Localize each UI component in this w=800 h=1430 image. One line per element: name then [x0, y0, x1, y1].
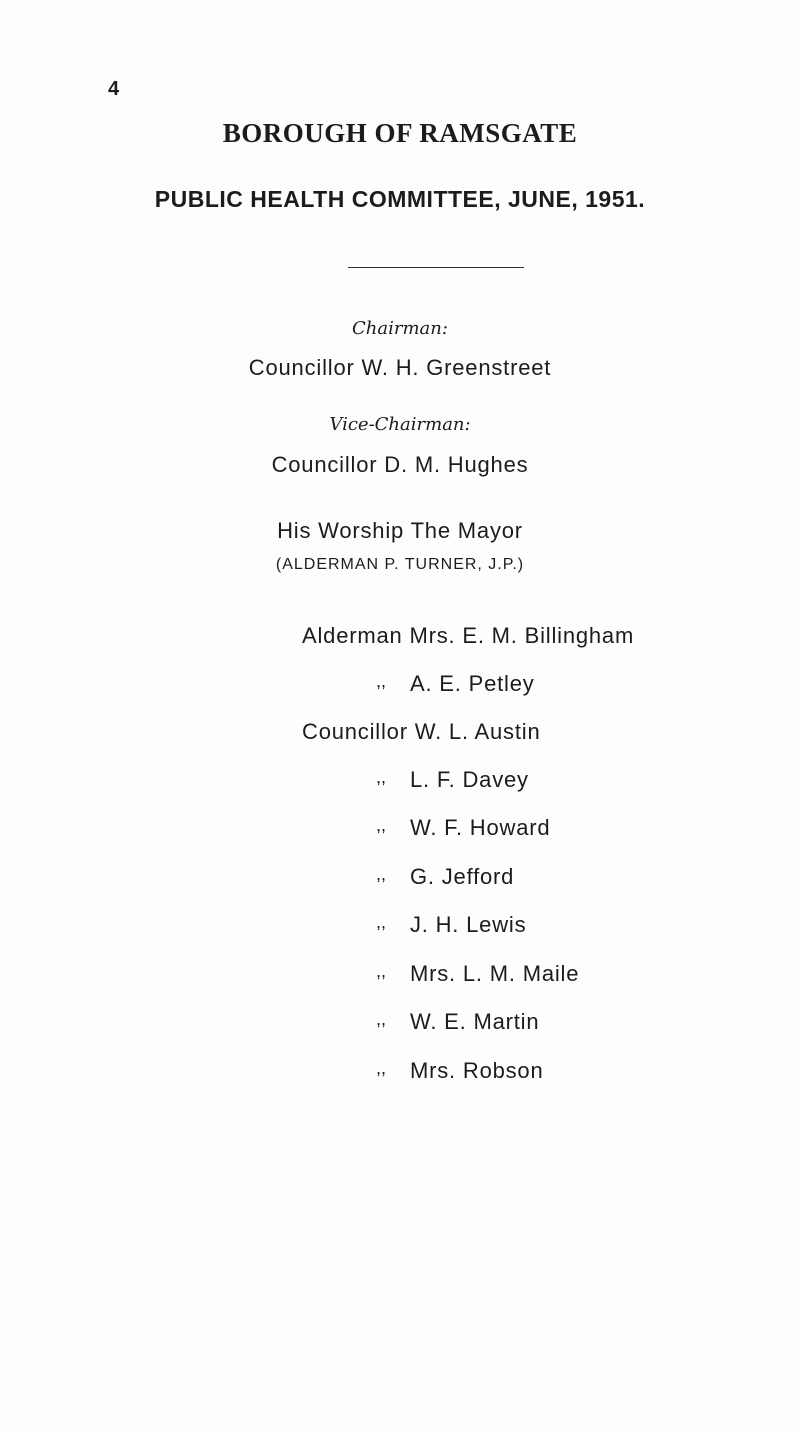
mayor-name: (ALDERMAN P. TURNER, J.P.) — [275, 556, 525, 573]
chairman-label: Chairman: — [352, 318, 448, 339]
ditto-mark: ,, — [376, 961, 387, 981]
mayor-title: His Worship The Mayor — [277, 518, 523, 543]
vice-chairman-name: Councillor D. M. Hughes — [271, 452, 529, 477]
councillor-name: W. E. Martin — [410, 1009, 540, 1034]
page-number: 4 — [108, 78, 120, 100]
alderman-first: Alderman Mrs. E. M. Billingham — [302, 623, 635, 648]
ditto-mark: ,, — [376, 864, 387, 884]
councillor-name: G. Jefford — [410, 864, 515, 889]
divider-rule — [348, 267, 524, 268]
ditto-mark: ,, — [376, 1009, 387, 1029]
ditto-mark: ,, — [376, 1058, 387, 1078]
ditto-mark: ,, — [376, 767, 387, 787]
councillor-name: J. H. Lewis — [410, 912, 527, 937]
committee-subtitle: PUBLIC HEALTH COMMITTEE, JUNE, 1951. — [154, 186, 646, 212]
ditto-mark: ,, — [376, 912, 387, 932]
councillor-name: Mrs. Robson — [410, 1058, 544, 1083]
ditto-mark: ,, — [376, 671, 387, 691]
councillor-first: Councillor W. L. Austin — [302, 719, 541, 744]
alderman-name: A. E. Petley — [410, 671, 535, 696]
ditto-mark: ,, — [376, 815, 387, 835]
document-title: BOROUGH OF RAMSGATE — [222, 118, 578, 148]
chairman-name: Councillor W. H. Greenstreet — [248, 355, 552, 380]
councillor-name: W. F. Howard — [410, 815, 551, 840]
vice-chairman-label: Vice-Chairman: — [329, 414, 471, 435]
councillor-name: Mrs. L. M. Maile — [410, 961, 580, 986]
councillor-name: L. F. Davey — [410, 767, 529, 792]
